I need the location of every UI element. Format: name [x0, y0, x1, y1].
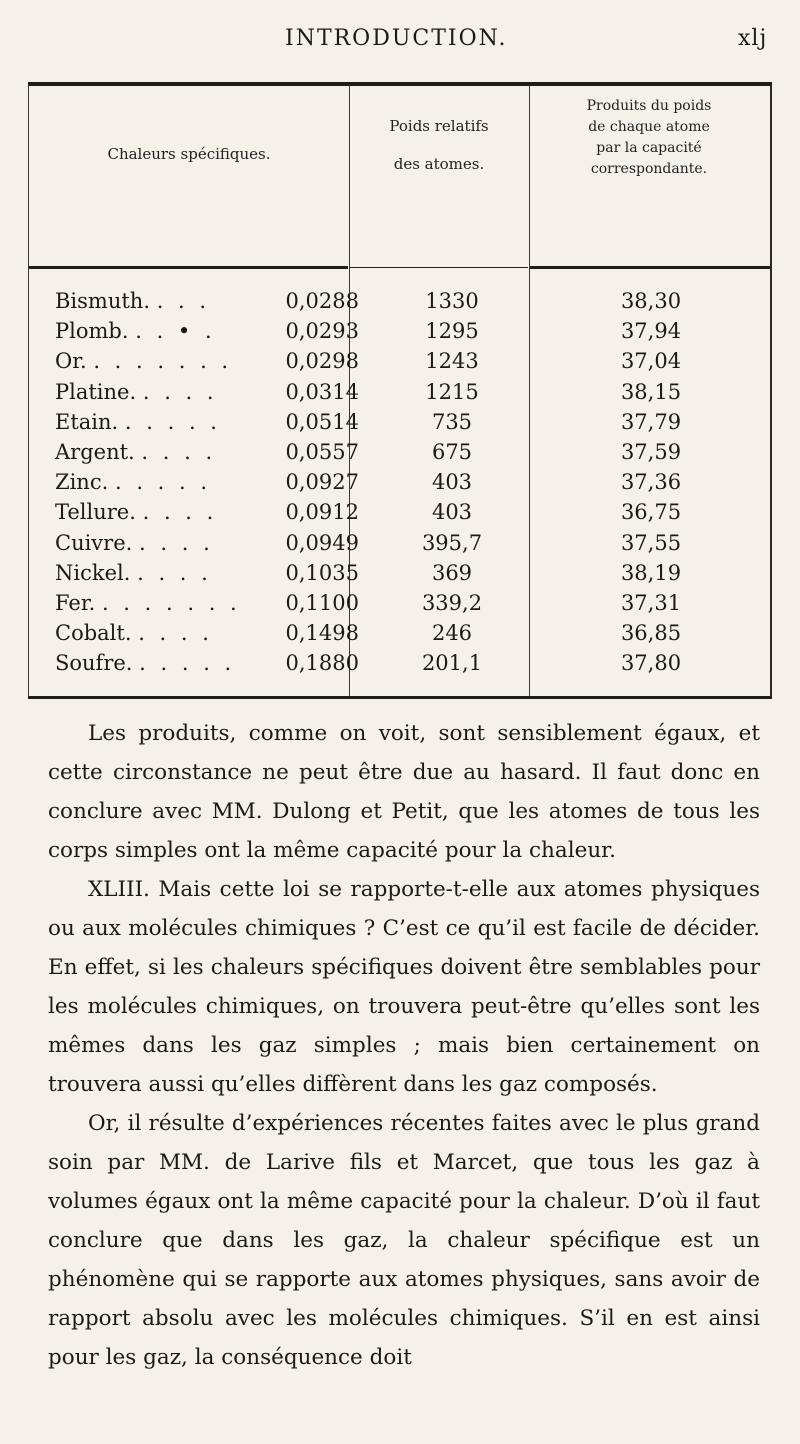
element-name: Or.	[55, 349, 87, 374]
specific-heat-value: 0,0293	[285, 319, 359, 344]
element-name: Etain.	[55, 409, 119, 434]
running-title: INTRODUCTION.	[285, 26, 508, 51]
specific-heat-value: 0,0927	[285, 470, 359, 495]
element-name: Plomb.	[55, 319, 129, 344]
specific-heat-value: 0,0298	[285, 349, 359, 374]
atomic-weight-value: 339,2	[421, 590, 483, 615]
atomic-weight-value: 246	[431, 621, 473, 646]
specific-heat-value: 0,0557	[285, 439, 359, 464]
element-name: Nickel.	[55, 560, 131, 585]
element-name: Argent.	[55, 439, 135, 464]
table-row	[29, 558, 770, 588]
column-header-line: Poids relatifs	[389, 117, 489, 135]
element-name: Bismuth.	[55, 289, 151, 313]
product-value: 38,19	[620, 560, 682, 585]
element-name: Zinc.	[55, 470, 109, 495]
column-header-product	[529, 96, 769, 180]
specific-heat-value: 0,0314	[285, 379, 359, 404]
element-name: Soufre.	[55, 651, 133, 676]
table-row	[29, 588, 770, 618]
atomic-weight-value: 1295	[425, 319, 479, 344]
paragraph: Or, il résulte d’expériences récentes faites avec le plus grand soin par MM. de Larive fils et Marcet, que tous les gaz à volumes égaux ont la même capacité pour la chaleur. D’où il faut conclure que dans les gaz, la chaleur spécifique est un phénomène qui se rapporte aux atomes physiques, sans avoir de rapport absolu avec les molécules chimiques. S’il en est ainsi pour les gaz, la conséquence doit	[48, 1111, 760, 1370]
table-row	[29, 497, 770, 527]
page-number: xlj	[738, 26, 768, 51]
specific-heat-value: 0,1498	[285, 621, 359, 646]
column-header-line: des atomes.	[393, 155, 485, 173]
product-value: 37,59	[620, 439, 682, 464]
element-name: Tellure.	[55, 500, 136, 525]
leader-dots: . . • .	[135, 319, 216, 344]
atomic-weight-value: 403	[431, 470, 473, 495]
leader-dots: . . . .	[139, 530, 214, 555]
table-body	[29, 286, 770, 678]
leader-dots: . . . .	[142, 500, 218, 525]
table-row	[29, 377, 770, 407]
table-bottom-rule	[28, 696, 772, 699]
product-value: 36,85	[620, 621, 682, 646]
specific-heat-table	[28, 86, 772, 696]
leader-dots: . . . . .	[114, 470, 212, 495]
specific-heat-value: 0,1880	[285, 651, 359, 676]
column-header-line: Produits du poids	[586, 98, 712, 114]
leader-dots: . . . .	[138, 621, 213, 646]
specific-heat-value: 0,1100	[285, 590, 359, 615]
column-header-line: correspondante.	[590, 161, 708, 177]
atomic-weight-value: 735	[431, 409, 473, 434]
element-name: Platine.	[55, 379, 137, 404]
atomic-weight-value: 1243	[425, 349, 479, 374]
column-header-line: de chaque atome	[588, 119, 710, 135]
leader-dots: . . . . . . .	[101, 590, 241, 615]
specific-heat-value: 0,0514	[285, 409, 359, 434]
element-name: Fer.	[55, 590, 96, 615]
column-header-specific-heat: Chaleurs spécifiques.	[107, 145, 271, 163]
table-row	[29, 528, 770, 558]
leader-dots: . . .	[156, 289, 211, 313]
product-value: 37,31	[620, 590, 682, 615]
table-row	[29, 437, 770, 467]
column-header-atomic-weight	[349, 116, 529, 174]
table-row	[29, 316, 770, 346]
table-row	[29, 618, 770, 648]
table-row	[29, 346, 770, 376]
product-value: 37,55	[620, 530, 682, 555]
table-row	[29, 467, 770, 497]
atomic-weight-value: 369	[431, 560, 473, 585]
table-row	[29, 286, 770, 316]
specific-heat-value: 0,0912	[285, 500, 359, 525]
body-text	[48, 714, 760, 1377]
product-value: 37,04	[620, 349, 682, 374]
page-header	[0, 14, 800, 74]
specific-heat-value: 0,0949	[285, 530, 359, 555]
atomic-weight-value: 403	[431, 500, 473, 525]
product-value: 37,79	[620, 409, 682, 434]
header-separator	[29, 266, 348, 269]
leader-dots: . . . . . . .	[93, 349, 233, 374]
atomic-weight-value: 675	[431, 439, 473, 464]
atomic-weight-value: 201,1	[421, 651, 483, 676]
atomic-weight-value: 395,7	[421, 530, 483, 555]
element-name: Cuivre.	[55, 530, 133, 555]
leader-dots: . . . .	[142, 379, 218, 404]
product-value: 37,36	[620, 470, 682, 495]
table-row	[29, 648, 770, 678]
leader-dots: . . . . .	[124, 409, 221, 434]
table-row	[29, 407, 770, 437]
atomic-weight-value: 1215	[425, 379, 479, 404]
header-separator	[530, 266, 770, 269]
leader-dots: . . . .	[137, 560, 212, 585]
atomic-weight-value: 1330	[425, 289, 479, 313]
leader-dots: . . . . .	[139, 651, 236, 676]
product-value: 36,75	[620, 500, 682, 525]
specific-heat-value: 0,1035	[285, 560, 359, 585]
paragraph: Les produits, comme on voit, sont sensiblement égaux, et cette circonstance ne peut être due au hasard. Il faut donc en conclure avec MM. Dulong et Petit, que les atomes de tous les corps simples ont la même capacité pour la chaleur.	[48, 721, 760, 863]
paragraph: XLIII. Mais cette loi se rapporte-t-elle aux atomes physiques ou aux molécules chimiques ? C’est ce qu’il est facile de décider. En effet, si les chaleurs spécifiques doivent être semblables pour les molécules chimiques, on trouvera peut-être qu’elles sont les mêmes dans les gaz simples ; mais bien certainement on trouvera aussi qu’elles diffèrent dans les gaz composés.	[48, 877, 760, 1097]
element-name: Cobalt.	[55, 621, 132, 646]
column-header-line: par la capacité	[596, 140, 702, 156]
product-value: 37,80	[620, 651, 682, 676]
specific-heat-value: 0,0288	[285, 289, 359, 313]
product-value: 37,94	[620, 319, 682, 344]
product-value: 38,30	[620, 289, 682, 313]
leader-dots: . . . .	[141, 439, 217, 464]
header-separator	[350, 267, 528, 268]
product-value: 38,15	[620, 379, 682, 404]
